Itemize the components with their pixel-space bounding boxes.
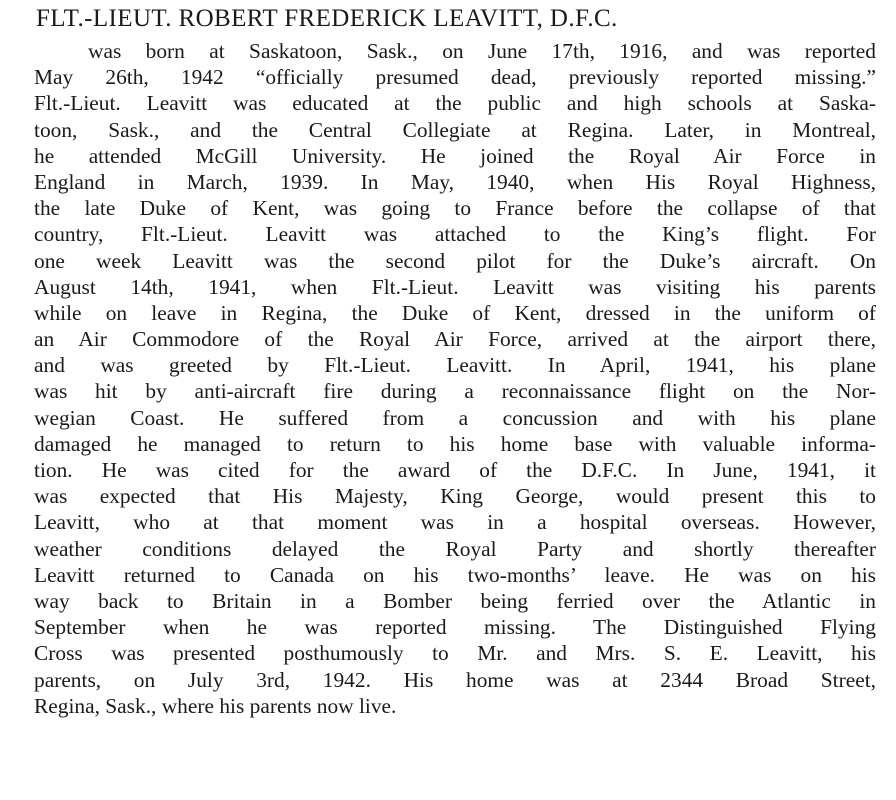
paragraph-line: Regina, Sask., where his parents now live. bbox=[34, 693, 397, 718]
paragraph-line: an Air Commodore of the Royal Air Force, arrived at the airport there, bbox=[34, 327, 876, 352]
paragraph-line: Leavitt returned to Canada on his two-months’ leave. He was on his bbox=[34, 562, 876, 587]
paragraph-line: September when he was reported missing. The Distinguished Flying bbox=[34, 615, 876, 640]
paragraph-line: and was greeted by Flt.-Lieut. Leavitt. In April, 1941, his plane bbox=[34, 353, 876, 378]
page-title: FLT.-LIEUT. ROBERT FREDERICK LEAVITT, D.F.C. bbox=[36, 5, 618, 32]
paragraph-line: was hit by anti-aircraft fire during a reconnaissance flight on the Nor- bbox=[34, 379, 876, 404]
paragraph-line: Cross was presented posthumously to Mr. and Mrs. S. E. Leavitt, his bbox=[34, 641, 876, 666]
paragraph-line: England in March, 1939. In May, 1940, when His Royal Highness, bbox=[34, 169, 876, 194]
paragraph-line: country, Flt.-Lieut. Leavitt was attached to the King’s flight. For bbox=[34, 222, 876, 247]
paragraph-line: damaged he managed to return to his home base with valuable informa- bbox=[34, 431, 876, 456]
paragraph-line: wegian Coast. He suffered from a concussion and with his plane bbox=[34, 405, 876, 430]
paragraph-line: May 26th, 1942 “officially presumed dead, previously reported missing.” bbox=[34, 65, 876, 90]
paragraph-line: weather conditions delayed the Royal Party and shortly thereafter bbox=[34, 536, 876, 561]
paragraph-line: while on leave in Regina, the Duke of Kent, dressed in the uniform of bbox=[34, 300, 876, 325]
paragraph-line: one week Leavitt was the second pilot for the Duke’s aircraft. On bbox=[34, 248, 876, 273]
biography-paragraph bbox=[34, 38, 876, 719]
paragraph-line: was born at Saskatoon, Sask., on June 17th, 1916, and was reported bbox=[88, 39, 876, 63]
paragraph-line: he attended McGill University. He joined the Royal Air Force in bbox=[34, 143, 876, 168]
paragraph-line: parents, on July 3rd, 1942. His home was at 2344 Broad Street, bbox=[34, 667, 876, 692]
paragraph-line: August 14th, 1941, when Flt.-Lieut. Leavitt was visiting his parents bbox=[34, 274, 876, 299]
paragraph-line: Flt.-Lieut. Leavitt was educated at the public and high schools at Saska- bbox=[34, 91, 876, 116]
paragraph-line: way back to Britain in a Bomber being ferried over the Atlantic in bbox=[34, 588, 876, 613]
paragraph-line: the late Duke of Kent, was going to France before the collapse of that bbox=[34, 196, 876, 221]
paragraph-line: toon, Sask., and the Central Collegiate at Regina. Later, in Montreal, bbox=[34, 117, 876, 142]
paragraph-line: tion. He was cited for the award of the D.F.C. In June, 1941, it bbox=[34, 458, 876, 482]
paragraph-line: was expected that His Majesty, King George, would present this to bbox=[34, 484, 876, 509]
paragraph-line: Leavitt, who at that moment was in a hospital overseas. However, bbox=[34, 510, 876, 535]
